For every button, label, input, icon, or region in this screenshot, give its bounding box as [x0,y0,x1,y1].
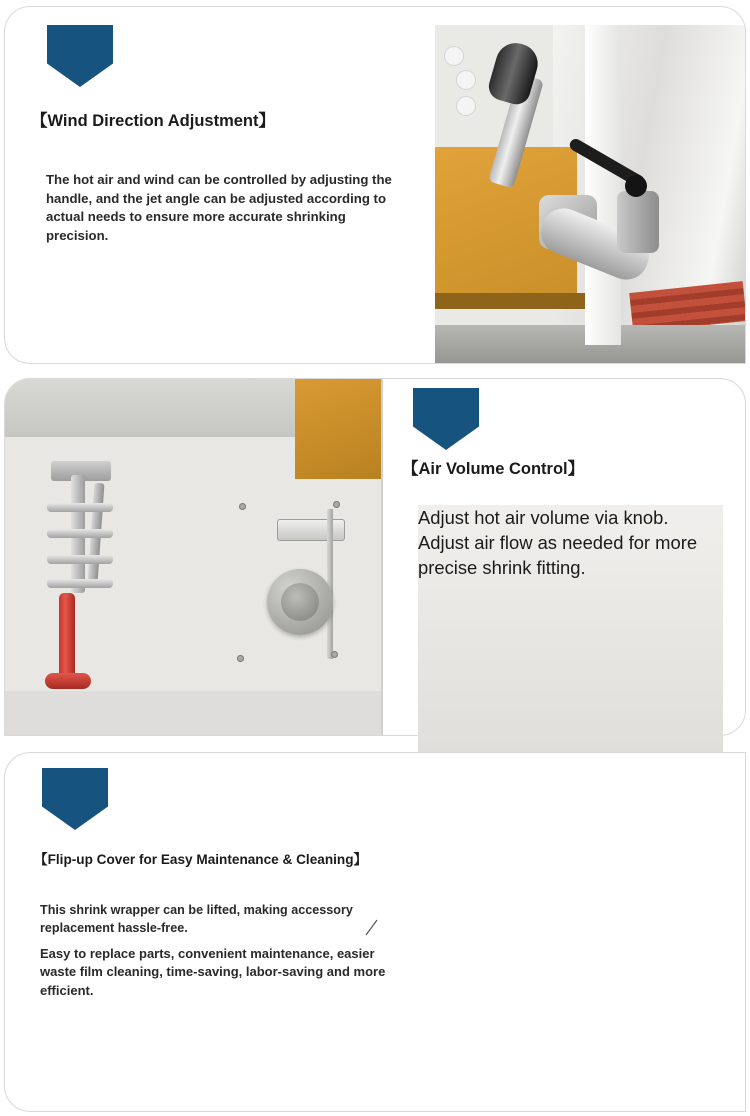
screw-shape [333,501,340,508]
photo-wind-direction-nozzle [435,25,745,364]
red-latch-tip-shape [45,673,91,689]
white-panel-shape [585,25,621,345]
clamp-bar-shape [47,579,113,588]
photo-edge-divider [381,379,383,736]
section-heading-wind-direction: 【Wind Direction Adjustment】 [31,112,275,130]
screw-shape [237,655,244,662]
orange-panel-edge-shape [435,293,585,309]
label-plate-shape [277,519,345,541]
panel-dot-shape [457,97,475,115]
clamp-bar-shape [47,555,113,564]
panel-dot-shape [457,71,475,89]
section-body-flip-up-cover-first: This shrink wrapper can be lifted, making accessory replacement hassle-free. [40,903,353,935]
air-volume-knob-dial-shape [281,583,319,621]
red-latch-handle-shape [59,593,75,681]
lock-lever-knob-shape [625,175,647,197]
screw-shape [239,503,246,510]
clamp-bar-shape [47,503,113,512]
section-heading-air-volume: 【Air Volume Control】 [402,460,585,478]
section-card-wind-direction [4,6,746,364]
photo-air-volume-knob [5,379,383,736]
section-body-flip-up-cover-second: Easy to replace parts, convenient maintenance, easier waste film cleaning, time-saving, labor-saving and more efficient. [40,946,386,998]
orange-corner-shape [295,379,383,479]
section-heading-flip-up-cover: 【Flip-up Cover for Easy Maintenance & Cleaning】 [34,852,368,867]
screw-shape [331,651,338,658]
section-body-wind-direction: The hot air and wind can be controlled by adjusting the handle, and the jet angle can be adjusted according to actual needs to ensure more accurate shrinking precision. [46,172,392,244]
section-marker-icon [47,25,113,87]
clamp-bar-shape [47,529,113,538]
section-body-air-volume: Adjust hot air volume via knob. Adjust air flow as needed for more precise shrink fitting. [418,505,723,805]
machine-bottom-shape [5,691,383,736]
pointer-tick-icon [365,918,379,936]
panel-dot-shape [445,47,463,65]
mounting-flange-shape [617,191,659,253]
